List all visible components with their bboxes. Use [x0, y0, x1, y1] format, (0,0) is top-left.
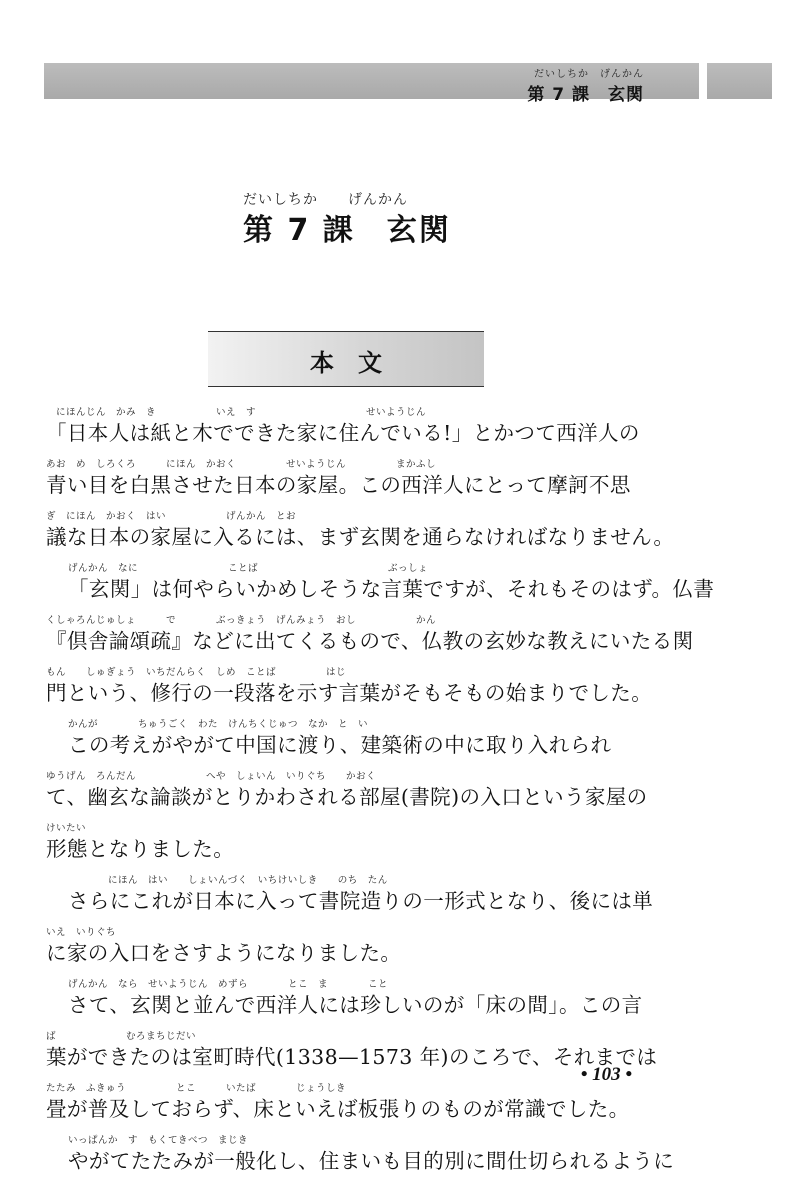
ruby-line: いっぱんか す もくてきべつ まじき — [68, 1135, 249, 1146]
text-line — [46, 712, 656, 764]
ruby-line: たたみ ふきゅう とこ いたば じょうしき — [46, 1083, 347, 1094]
text-line-content: 『倶舎論頌疏』などに出てくるもので、仏教の玄妙な教えにいたる関 — [46, 629, 694, 653]
text-line — [46, 1076, 656, 1128]
text-line-content: 「玄関」は何やらいかめしそうな言葉ですが、それもそのはず。仏書 — [68, 577, 715, 601]
ruby-line: にほんじん かみ き いえ す せいようじん — [46, 407, 427, 418]
header-divider — [699, 63, 707, 99]
ruby-line: けいたい — [46, 823, 87, 834]
ruby-line: にほん はい しょいんづく いちけいしき のち たん — [68, 875, 388, 886]
section-heading: 本文 — [310, 349, 406, 377]
text-line — [46, 764, 656, 816]
lesson-title: 第 7 課 玄関 — [243, 213, 451, 248]
text-line-content: この考えがやがて中国に渡り、建築術の中に取り入れられ — [68, 733, 612, 757]
text-line — [46, 868, 656, 920]
text-line — [46, 1128, 675, 1180]
text-line-content: 青い目を白黒させた日本の家屋。この西洋人にとって摩訶不思 — [46, 473, 631, 497]
running-header-bar — [44, 63, 772, 105]
lesson-title-ruby: だいしちか げんかん — [243, 192, 408, 208]
text-line — [46, 920, 656, 972]
text-line — [46, 660, 656, 712]
ruby-line: いえ いりぐち — [46, 927, 117, 938]
text-line — [46, 816, 656, 868]
running-header-ruby: だいしちか げんかん — [534, 69, 644, 80]
text-line — [46, 452, 656, 504]
text-line-content: 畳が普及しておらず、床といえば板張りのものが常識でした。 — [46, 1097, 630, 1121]
text-line — [46, 608, 694, 660]
ruby-line: げんかん なに ことば ぶっしょ — [68, 563, 429, 574]
ruby-line: げんかん なら せいようじん めずら とこ ま こと — [68, 979, 389, 990]
running-header-title: 第 7 課 玄関 — [527, 85, 644, 105]
ruby-line: ば むろまちじだい — [46, 1031, 197, 1042]
ruby-line: かんが ちゅうごく わた けんちくじゅつ なか と い — [68, 719, 369, 730]
section-heading-box — [208, 331, 484, 387]
text-line-content: 議な日本の家屋に入るには、まず玄関を通らなければなりません。 — [46, 525, 675, 549]
text-line-content: に家の入口をさすようになりました。 — [46, 941, 402, 965]
body-text — [46, 400, 715, 1180]
text-line — [46, 972, 656, 1024]
text-line-content: さらにこれが日本に入って書院造りの一形式となり、後には単 — [68, 889, 654, 913]
text-line-content: 葉ができたのは室町時代(1338—1573 年)のころで、それまでは — [46, 1045, 658, 1069]
text-line — [46, 1024, 656, 1076]
text-line-content: 「日本人は紙と木でできた家に住んでいる!」とかつて西洋人の — [46, 421, 640, 445]
ruby-line: くしゃろんじゅしょ で ぶっきょう げんみょう おし かん — [46, 615, 437, 626]
page-number: • 103 • — [580, 1064, 632, 1085]
ruby-line: あお め しろくろ にほん かおく せいようじん まかふし — [46, 459, 437, 470]
ruby-line: もん しゅぎょう いちだんらく しめ ことば はじ — [46, 667, 347, 678]
text-line-content: さて、玄関と並んで西洋人には珍しいのが「床の間」。この言 — [68, 993, 643, 1017]
text-line — [46, 400, 656, 452]
ruby-line: ぎ にほん かおく はい げんかん とお — [46, 511, 297, 522]
ruby-line: ゆうげん ろんだん へや しょいん いりぐち かおく — [46, 771, 377, 782]
text-line-content: やがてたたみが一般化し、住まいも目的別に間仕切られるように — [68, 1149, 675, 1173]
text-line — [46, 556, 715, 608]
text-line-content: て、幽玄な論談がとりかわされる部屋(書院)の入口という家屋の — [46, 785, 648, 809]
text-line — [46, 504, 675, 556]
text-line-content: 門という、修行の一段落を示す言葉がそもそもの始まりでした。 — [46, 681, 653, 705]
text-line-content: 形態となりました。 — [46, 837, 235, 861]
